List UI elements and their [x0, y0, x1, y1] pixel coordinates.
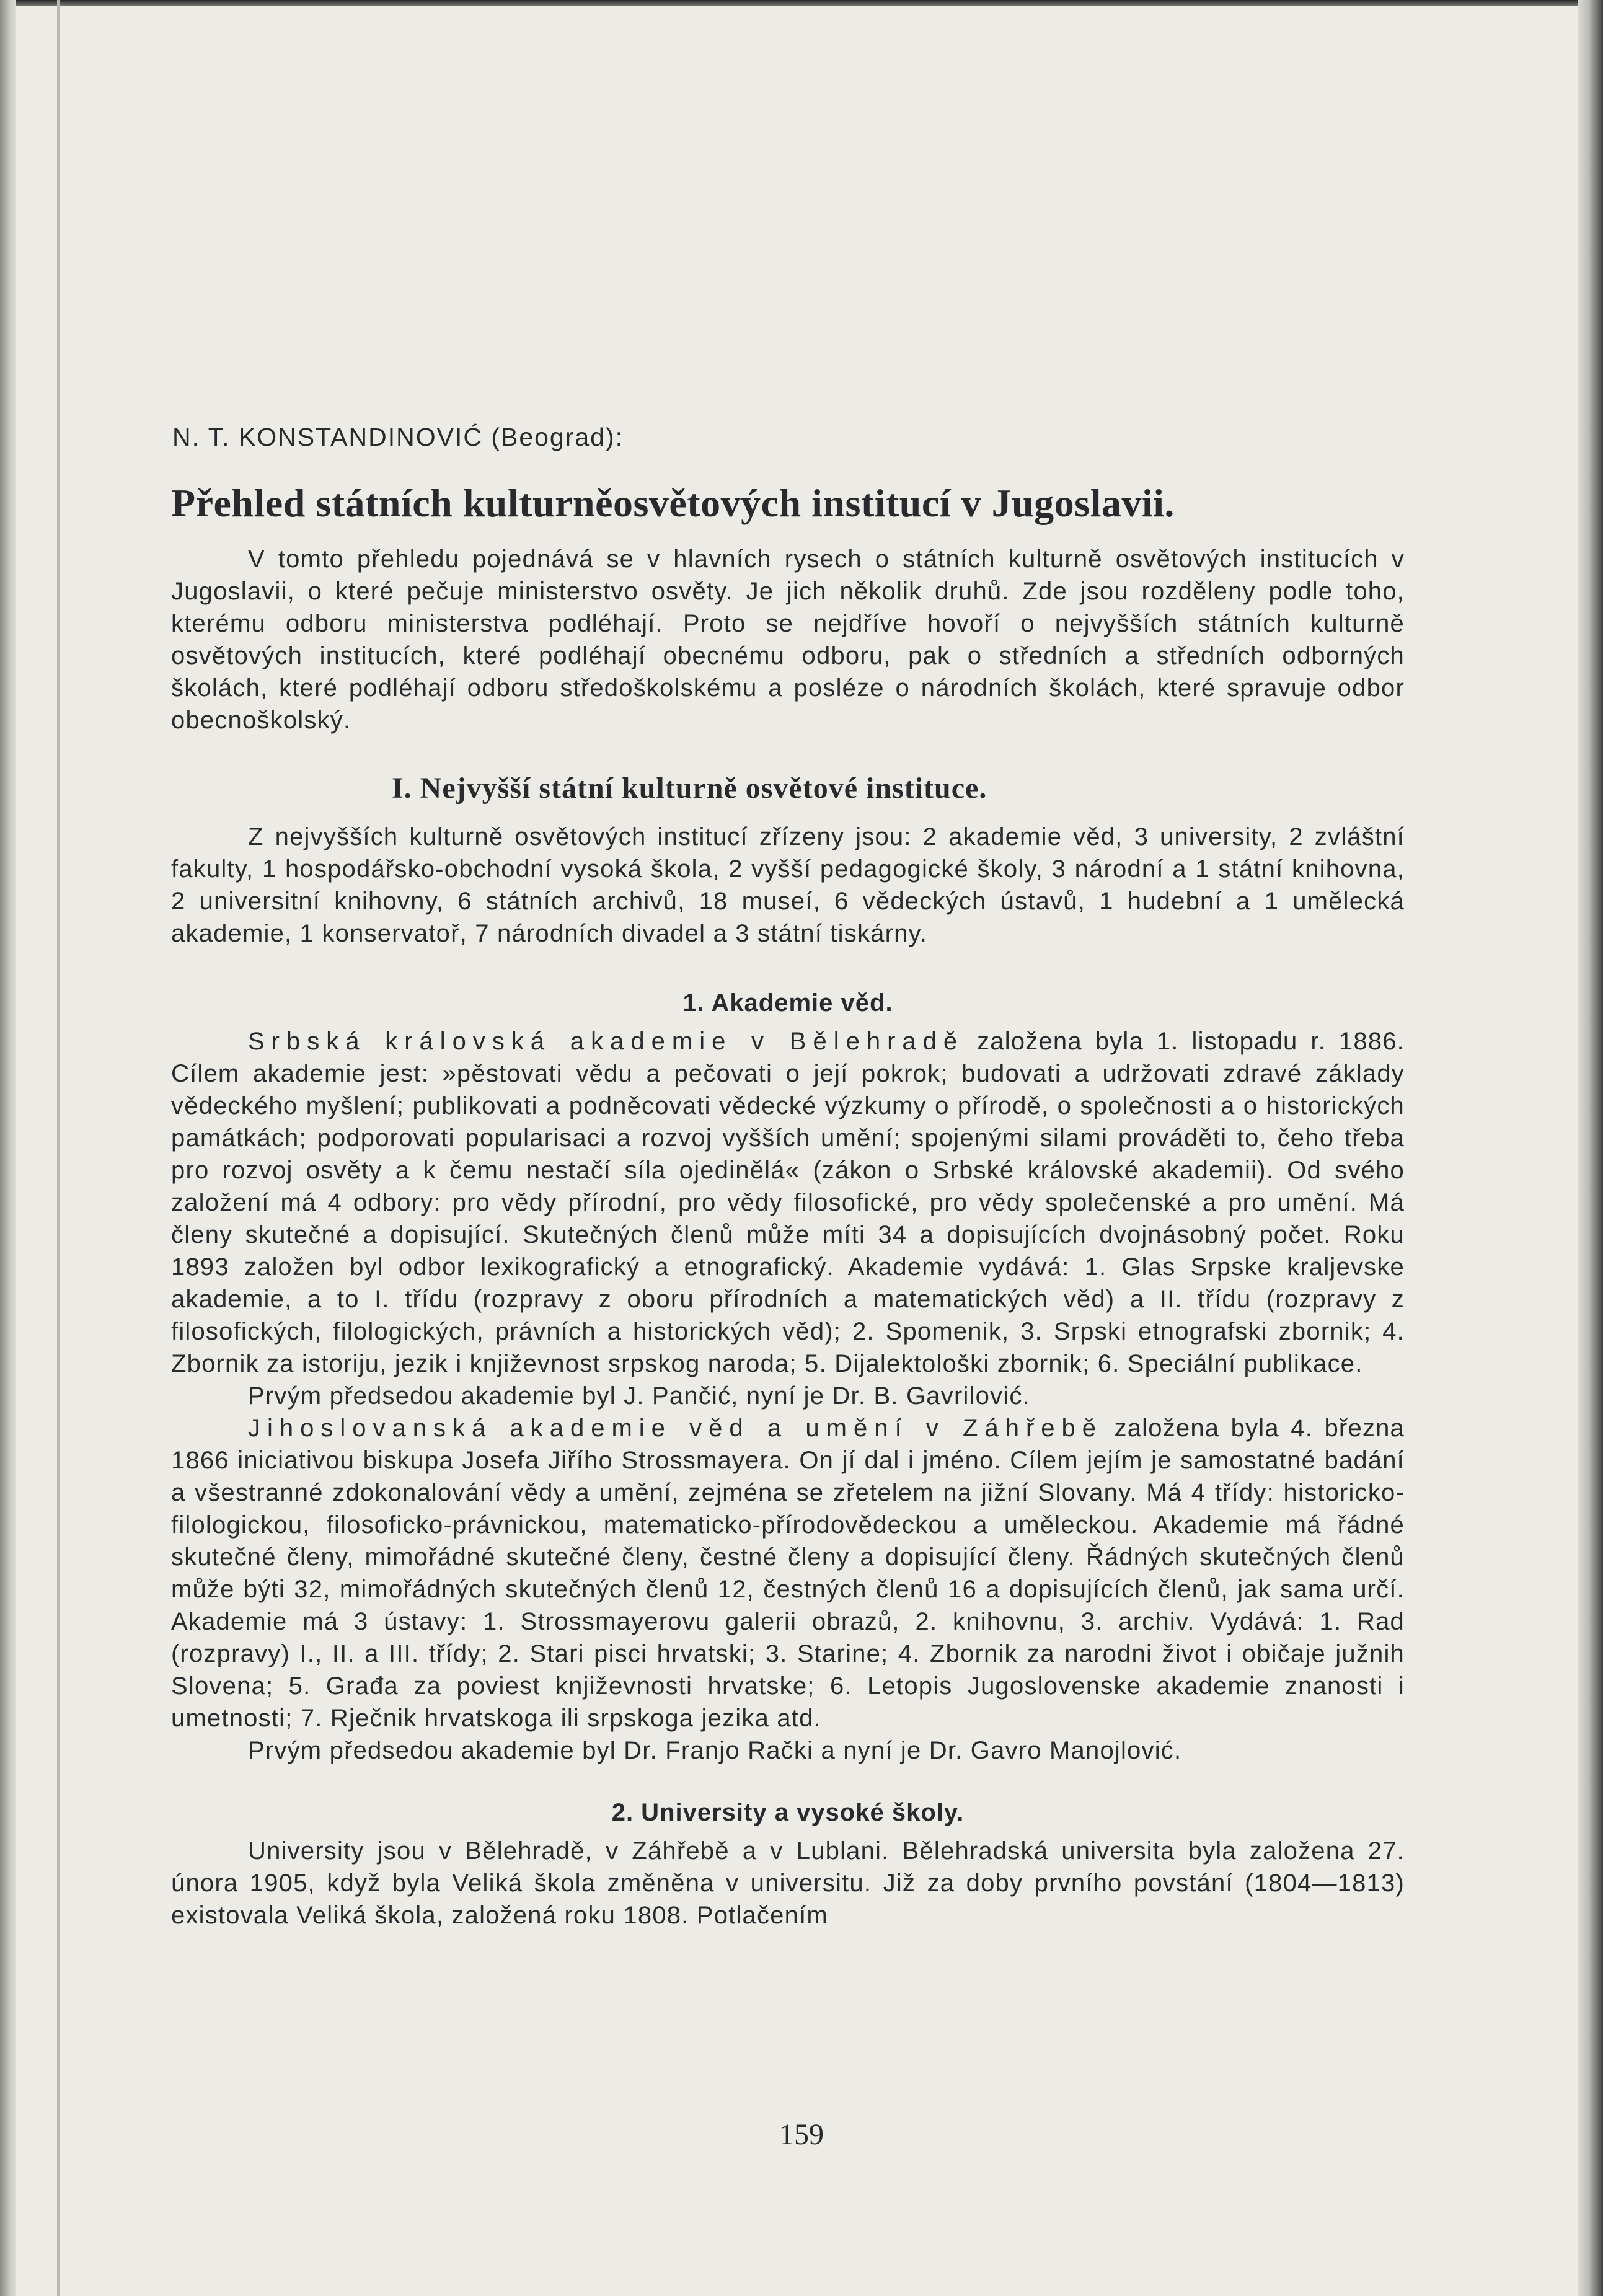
intro-paragraph: V tomto přehledu pojednává se v hlavních rysech o státních kulturně osvětových institucích v Jugoslavii, o které pečuje ministerstvo osvěty. Je jich několik druhů. Zde jsou rozděleny podle toho, kterému odboru ministerstva podléhají. Proto se nejdříve hovoří o nejvyšších státních kulturně osvětových institucích, které podléhají obecnému odboru, pak o středních a středních odborných školách, které podléhají odboru středoškolskému a posléze o národních školách, které spravuje odbor obecnoškolský. — [171, 545, 1405, 734]
subsection-heading-academies: 1. Akademie věd. — [682, 989, 893, 1017]
spaced-heading-serbian-academy: Srbská královská akademie v Bělehradě — [248, 1028, 965, 1055]
yugoslav-academy-president: Prvým předsedou akademie byl Dr. Franjo Rački a nyní je Dr. Gavro Manojlović. — [248, 1737, 1182, 1764]
serbian-academy-text: založena byla 1. listopadu r. 1886. Cílem akademie jest: »pěstovati vědu a pečovati o její pokrok; budovati a udržovati zdravé základy vědeckého myšlení; publikovati a podněcovati vědecké výzkumy o přírodě, o společnosti a o historických památkách; podporovati popularisaci a rozvoj vyšších umění; spojenými silami prováděti to, čeho třeba pro rozvoj osvěty a k čemu nestačí síla ojedinělá« (zákon o Srbské královské akademii). Od svého založení má 4 odbory: pro vědy přírodní, pro vědy filosofické, pro vědy společenské a pro umění. Má členy skutečné a dopisující. Skutečných členů může míti 34 a dopisujících dvojnásobný počet. Roku 1893 založen byl odbor lexikografický a etnografický. Akademie vydává: 1. Glas Srpske kraljevske akademie, a to I. třídu (rozpravy z oboru přírodních a matematických věd) a II. třídu (rozpravy z filosofických, filologických, právních a historických věd); 2. Spomenik, 3. Srpski etnografski zbornik; 4. Zbornik za istoriju, jezik i književnost srpskog naroda; 5. Dijalektološki zbornik; 6. Speciální publikace. — [171, 1028, 1405, 1377]
section-heading-1: I. Nejvyšší státní kulturně osvětové instituce. — [392, 772, 987, 805]
section1-paragraph: Z nejvyšších kulturně osvětových institucí zřízeny jsou: 2 akademie věd, 3 university, 2 zvláštní fakulty, 1 hospodářsko-obchodní vysoká škola, 2 vyšší pedagogické školy, 3 národní a 1 státní knihovna, 2 universitní knihovny, 6 státních archivů, 18 museí, 6 vědeckých ústavů, 1 hudební a 1 umělecká akademie, 1 konservatoř, 7 národních divadel a 3 státní tiskárny. — [171, 823, 1405, 947]
yugoslav-academy-paragraph — [171, 1412, 1405, 1734]
document-page — [171, 422, 1405, 1932]
universities-paragraph: University jsou v Bělehradě, v Záhřebě a v Lublani. Bělehradská universita byla založena 27. února 1905, když byla Veliká škola změněna v universitu. Již za doby prvního povstání (1804—1813) existovala Veliká škola, založená roku 1808. Potlačením — [171, 1837, 1405, 1929]
page-top-edge — [0, 0, 1603, 6]
author-line: N. T. KONSTANDINOVIĆ (Beograd): — [172, 423, 624, 451]
gutter-line — [57, 0, 60, 2296]
spaced-heading-yugoslav-academy: Jihoslovanská akademie věd a umění v Záhřebě — [248, 1415, 1103, 1442]
page-right-edge — [1578, 0, 1603, 2296]
yugoslav-academy-text: založena byla 4. března 1866 iniciativou biskupa Josefa Jiřího Strossmayera. On jí dal i jméno. Cílem jejím je samostatné badání a všestranné zdokonalování vědy a umění, zejména se zřetelem na jižní Slovany. Má 4 třídy: historicko-filologickou, filosoficko-právnickou, matematicko-přírodovědeckou a uměleckou. Akademie má řádné skutečné členy, mimořádné skutečné členy, čestné členy a dopisující členy. Řádných skutečných členů může býti 32, mimořádných skutečných členů 12, čestných členů 16 a dopisujících členů, jak sama určí. Akademie má 3 ústavy: 1. Strossmayerovu galerii obrazů, 2. knihovnu, 3. archiv. Vydává: 1. Rad (rozpravy) I., II. a III. třídy; 2. Stari pisci hrvatski; 3. Starine; 4. Zbornik za narodni život i običaje južnih Slovena; 5. Građa za poviest književnosti hrvatske; 6. Letopis Jugoslovenske akademie znanosti i umetnosti; 7. Rječnik hrvatskoga ili srpskoga jezika atd. — [171, 1415, 1405, 1732]
article-title: Přehled státních kulturněosvětových institucí v Jugoslavii. — [171, 481, 1175, 525]
serbian-academy-paragraph — [171, 1025, 1405, 1380]
serbian-academy-president: Prvým předsedou akademie byl J. Pančić, nyní je Dr. B. Gavrilović. — [248, 1382, 1030, 1410]
page-number: 159 — [779, 2118, 824, 2151]
book-spine — [0, 0, 16, 2296]
subsection-heading-universities: 2. University a vysoké školy. — [611, 1799, 965, 1826]
